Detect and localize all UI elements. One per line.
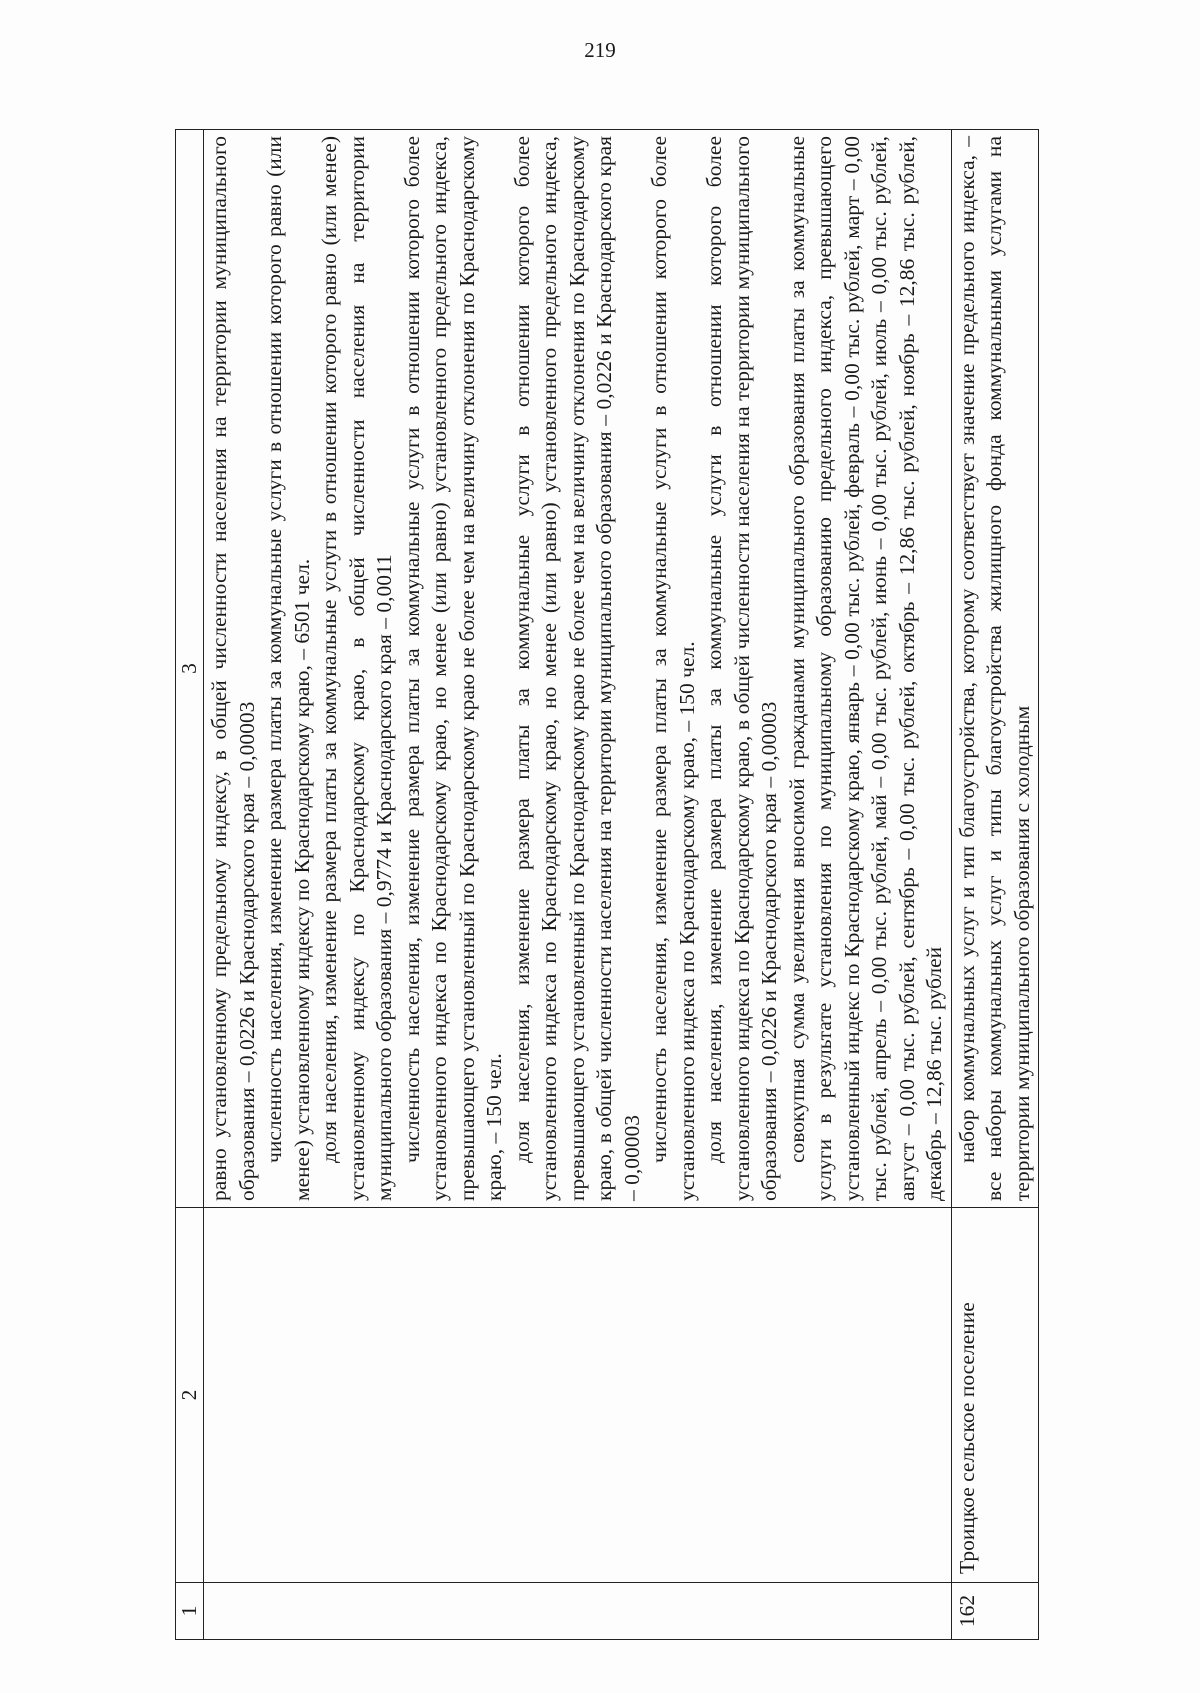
paragraph: численность населения, изменение размера платы за коммунальные услуги в отношении которого равно (или менее) установленному индексу по Краснодарскому краю, – 6501 чел. (262, 136, 314, 1201)
description-cell (951, 130, 1039, 1208)
paragraph: равно установленному предельному индексу, в общей численности населения на территории муниципального образования – 0,0226 и Краснодарского края – 0,00003 (207, 136, 259, 1201)
data-table (175, 129, 1039, 1640)
table-header-row (176, 130, 204, 1640)
description-cell (204, 130, 952, 1208)
column-header-3: 3 (176, 130, 204, 1208)
column-header-2: 2 (176, 1208, 204, 1583)
paragraph: численность населения, изменение размера платы за коммунальные услуги в отношении которого более установленного индекса по Краснодарскому краю, – 150 чел. (647, 136, 699, 1201)
table-row-162 (951, 130, 1039, 1640)
paragraph: доля населения, изменение размера платы за коммунальные услуги в отношении которого более установленного индекса по Краснодарскому краю, в общей численности населения на территории муниципального образования – 0,0226 и Краснодарского края – 0,00003 (702, 136, 781, 1201)
paragraph: набор коммунальных услуг и тип благоустройства, которому соответствует значение предельного индекса, – все наборы коммунальных услуг и типы благоустройства жилищного фонда коммунальными услугами на территории муниципального образования с холодным (954, 136, 1034, 1201)
page-number: 219 (584, 38, 616, 62)
paragraph: численность населения, изменение размера платы за коммунальные услуги в отношении которого более установленного индекса по Краснодарскому краю, но менее (или равно) установленного предельного индекса, превышающего установленный по Краснодарскому краю не более чем на величину отклонения по Краснодарскому краю, – 150 чел. (399, 136, 506, 1201)
rotated-table-container (175, 130, 1095, 1640)
municipality-name: Троицкое сельское поселение (951, 1208, 1039, 1583)
paragraph: доля населения, изменение размера платы за коммунальные услуги в отношении которого равно (или менее) установленному индексу по Краснодарскому краю, в общей численности населения на территории муниципального образования – 0,9774 и Краснодарского края – 0,0011 (317, 136, 396, 1201)
row-number: 162 (951, 1583, 1039, 1640)
paragraph: совокупная сумма увеличения вносимой гражданами муниципального образования платы за коммунальные услуги в результате установления по муниципальному образованию предельного индекса, превышающего установленный индекс по Краснодарскому краю, январь – 0,00 тыс. рублей, февраль – 0,00 тыс. рублей, март – 0,00 тыс. рублей, апрель – 0,00 тыс. рублей, май – 0,00 тыс. рублей, июнь – 0,00 тыс. рублей, июль – 0,00 тыс. рублей, август – 0,00 тыс. рублей, сентябрь – 0,00 тыс. рублей, октябрь – 12,86 тыс. рублей, ноябрь – 12,86 тыс. рублей, декабрь – 12,86 тыс. рублей (784, 136, 946, 1201)
paragraph: доля населения, изменение размера платы за коммунальные услуги в отношении которого более установленного индекса по Краснодарскому краю, но менее (или равно) установленного предельного индекса, превышающего установленный по Краснодарскому краю не более чем на величину отклонения по Краснодарскому краю, в общей численности населения на территории муниципального образования – 0,0226 и Краснодарского края – 0,00003 (509, 136, 644, 1201)
municipality-name (204, 1208, 952, 1583)
row-number (204, 1583, 952, 1640)
table-row-continuation (204, 130, 952, 1640)
column-header-1: 1 (176, 1583, 204, 1640)
